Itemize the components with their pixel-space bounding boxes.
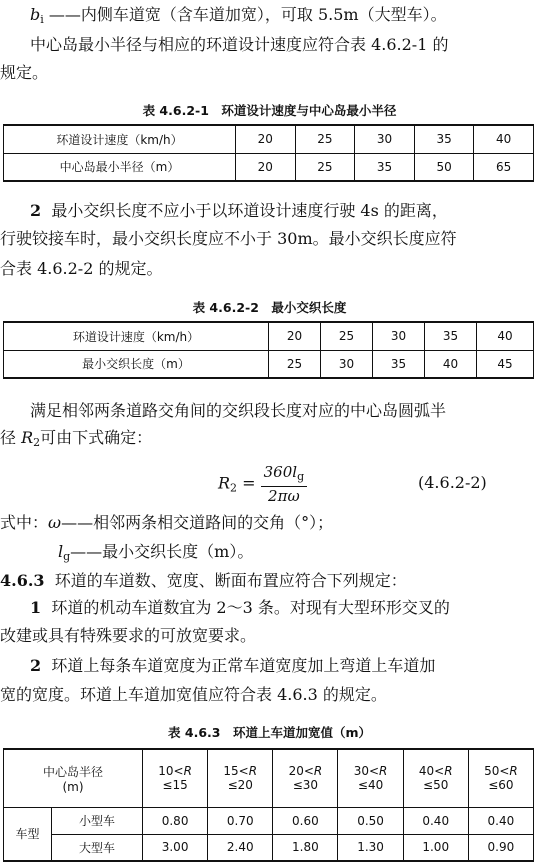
table-cell: 35 [355, 153, 415, 181]
table-cell: 0.80 [143, 807, 208, 834]
formula: $R_2$ = $\frac{360l_g}{2\pi\omega}$ [218, 463, 307, 509]
row-label: 中心岛最小半径（m） [4, 153, 236, 181]
table-row [4, 807, 534, 834]
range-header: 50<R ≤60 [468, 749, 533, 807]
table-cell: 40 [425, 350, 477, 378]
table-cell: 0.60 [273, 807, 338, 834]
table-cell: 1.00 [403, 834, 468, 861]
table-cell: 20 [236, 125, 296, 153]
table-cell: 25 [269, 350, 321, 378]
table-lane-widening [3, 748, 534, 862]
table-cell: 25 [295, 125, 355, 153]
text-line: 合表 4.6.2-2 的规定。 [0, 259, 163, 278]
table-row [4, 322, 534, 350]
table-cell: 0.50 [338, 807, 403, 834]
text-line: 满足相邻两条道路交角间的交织段长度对应的中心岛圆弧半 [30, 401, 447, 420]
table-cell: 45 [477, 350, 534, 378]
table-cell: 0.40 [403, 807, 468, 834]
text-line: 2 环道上每条车道宽度为正常车道宽度加上弯道上车道加 [30, 656, 436, 675]
table-cell: 35 [414, 125, 474, 153]
table-cell: 0.40 [468, 807, 533, 834]
section-heading: 4.6.3 环道的车道数、宽度、断面布置应符合下列规定： [0, 571, 407, 590]
text-line: 行驶铰接车时，最小交织长度应不小于 30m。最小交织长度应符 [0, 229, 457, 248]
range-header: 30<R ≤40 [338, 749, 403, 807]
table-cell: 20 [236, 153, 296, 181]
table-cell: 30 [373, 322, 425, 350]
text-line: 规定。 [0, 63, 49, 82]
text-line: 中心岛最小半径与相应的环道设计速度应符合表 4.6.2-1 的 [30, 35, 449, 54]
table-row [4, 834, 534, 861]
table-row [4, 153, 534, 181]
table-cell: 40 [474, 125, 534, 153]
row-label: 环道设计速度（km/h） [4, 322, 269, 350]
row-label: 小型车 [52, 807, 143, 834]
table-cell: 1.80 [273, 834, 338, 861]
table-cell: 50 [414, 153, 474, 181]
table-cell: 40 [477, 322, 534, 350]
table-cell: 35 [425, 322, 477, 350]
header-radius: 中心岛半径 (m) [4, 749, 143, 807]
row-label: 环道设计速度（km/h） [4, 125, 236, 153]
table-cell: 20 [269, 322, 321, 350]
table-header-row [4, 749, 534, 807]
table-cell: 0.70 [208, 807, 273, 834]
table-cell: 30 [321, 350, 373, 378]
text-line: 式中：ω——相邻两条相交道路间的交角（°）； [0, 513, 334, 532]
group-label: 车型 [4, 807, 52, 861]
table-caption: 表 4.6.2-1 环道设计速度与中心岛最小半径 [142, 103, 397, 118]
range-header: 40<R ≤50 [403, 749, 468, 807]
range-header: 15<R ≤20 [208, 749, 273, 807]
table-caption: 表 4.6.2-2 最小交织长度 [192, 300, 347, 315]
table-cell: 1.30 [338, 834, 403, 861]
range-header: 10<R ≤15 [143, 749, 208, 807]
table-weaving-length [3, 321, 534, 379]
text-line: $b_i$ ——内侧车道宽（含车道加宽），可取 5.5m（大型车）。 [30, 5, 447, 26]
table-cell: 2.40 [208, 834, 273, 861]
text-line: $l_g——$最小交织长度（m）。 [58, 542, 254, 563]
range-header: 20<R ≤30 [273, 749, 338, 807]
table-row [4, 350, 534, 378]
text-line: 改建或具有特殊要求的可放宽要求。 [0, 626, 257, 645]
table-cell: 25 [321, 322, 373, 350]
text-line: 1 环道的机动车道数宜为 2～3 条。对现有大型环形交叉的 [30, 598, 450, 617]
row-label: 最小交织长度（m） [4, 350, 269, 378]
text-line: 宽的宽度。环道上车道加宽值应符合表 4.6.3 的规定。 [0, 685, 387, 704]
table-speed-radius [3, 124, 534, 182]
formula-fraction: $\frac{360l_g}{2\pi\omega}$ [261, 463, 307, 505]
table-cell: 65 [474, 153, 534, 181]
formula-number: (4.6.2-2) [418, 473, 487, 492]
table-cell: 35 [373, 350, 425, 378]
table-cell: 30 [355, 125, 415, 153]
text-line: 径 $R_2$可由下式确定： [0, 428, 153, 449]
table-caption: 表 4.6.3 环道上车道加宽值（m） [168, 725, 371, 740]
table-cell: 0.90 [468, 834, 533, 861]
text-line: 2 最小交织长度不应小于以环道设计速度行驶 4s 的距离， [30, 201, 448, 220]
table-cell: 3.00 [143, 834, 208, 861]
table-row [4, 125, 534, 153]
table-cell: 25 [295, 153, 355, 181]
row-label: 大型车 [52, 834, 143, 861]
